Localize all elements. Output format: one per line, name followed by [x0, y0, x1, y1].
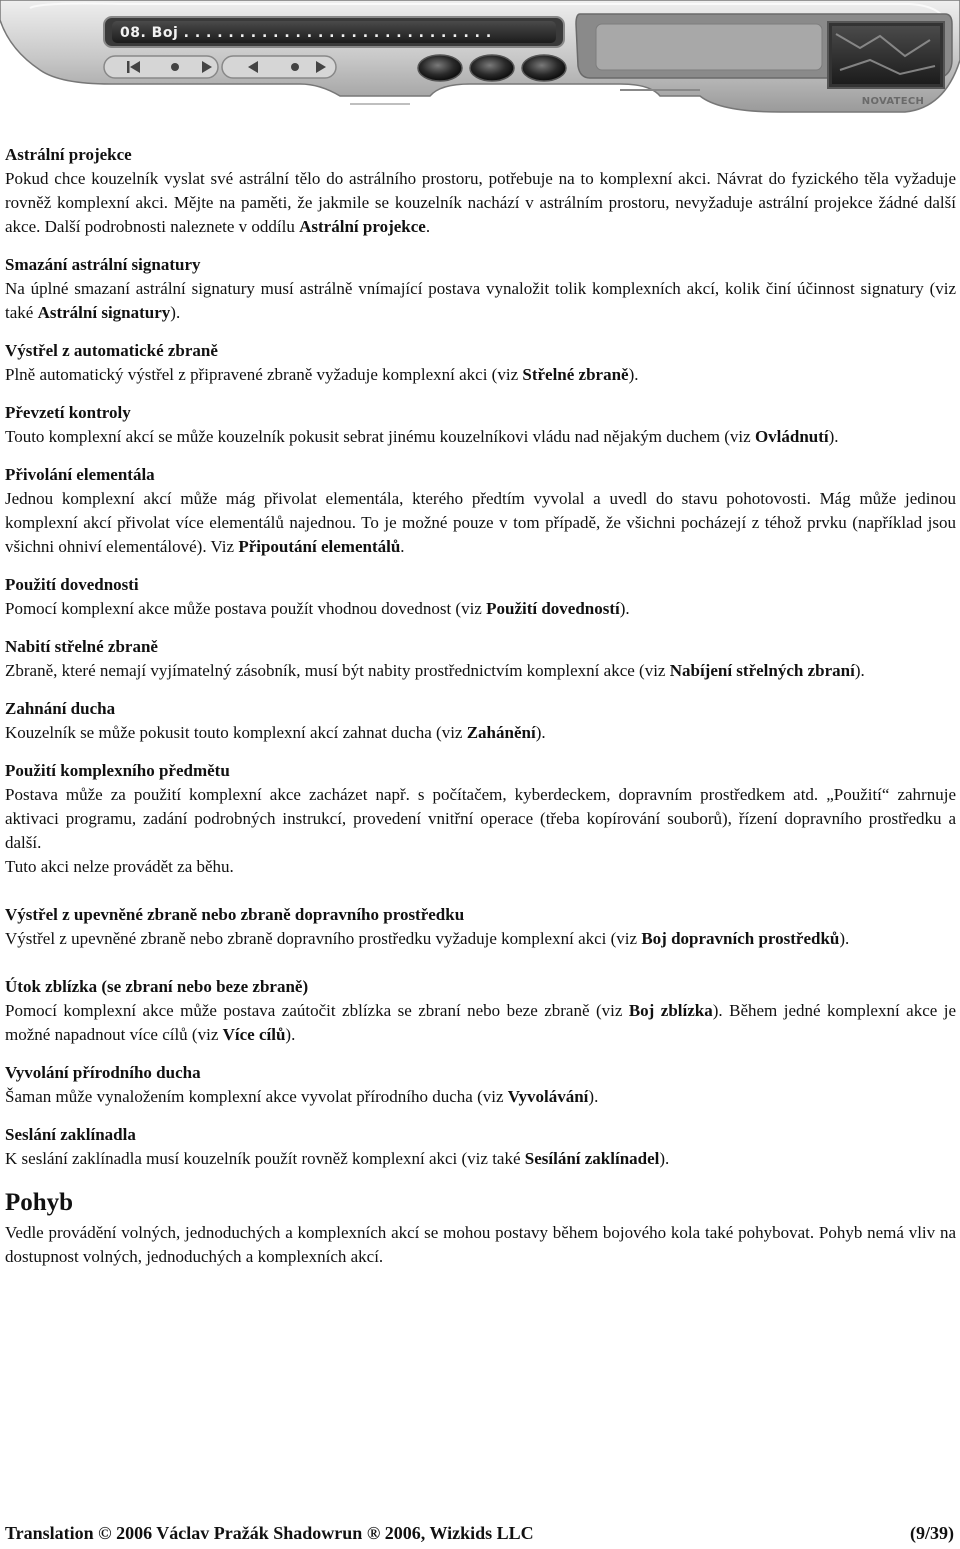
reference-link: Ovládnutí — [754, 427, 829, 446]
play-icon[interactable] — [200, 60, 216, 74]
rewind-icon[interactable] — [126, 60, 142, 74]
section-use-complex-item — [5, 759, 956, 879]
section-heading: Použití dovednosti — [5, 575, 139, 594]
section-heading: Nabití střelné zbraně — [5, 637, 158, 656]
section-use-skill — [5, 573, 956, 621]
section-text: Jednou komplexní akcí může mág přivolat elementála, kterého předtím vyvolal a uvedl do stavu pohotovosti. Mág může jedinou komplexní akcí přivolat více elementálů najednou. To je možné pouze v tom případě, že všichni pocházejí z téhož prvku (například jsou všichni ohniví elementálové). Viz Připoutání elementálů. — [5, 489, 956, 556]
record-icon[interactable] — [170, 62, 180, 72]
section-heading: Přivolání elementála — [5, 465, 155, 484]
reference-link: Střelné zbraně — [522, 365, 629, 384]
header-device — [0, 0, 960, 120]
section-heading: Výstřel z automatické zbraně — [5, 341, 218, 360]
chapter-heading: Pohyb — [5, 1189, 74, 1216]
section-text: Postava může za použití komplexní akce zacházet např. s počítačem, kyberdeckem, dopravním prostředkem atd. „Použití“ zahrnuje aktivaci programu, zadání podrobných instrukcí, provedení vnitřní operace (třeba kopírování souborů), řízení dopravního prostředku a další. — [5, 785, 956, 852]
page-number: (9/39) — [910, 1523, 954, 1543]
section-text: Vedle provádění volných, jednoduchých a komplexních akcí se mohou postavy během bojového kola také pohybovat. Pohyb nemá vliv na dostupnost volných, jednoduchých a komplexních akcí. — [5, 1223, 956, 1266]
section-text: Zbraně, které nemají vyjímatelný zásobník, musí být nabity prostřednictvím komplexní akce (viz Nabíjení střelných zbraní). — [5, 661, 865, 680]
reference-link: Zahánění — [466, 723, 536, 742]
section-text: Plně automatický výstřel z připravené zbraně vyžaduje komplexní akci (viz Střelné zbraně). — [5, 365, 639, 384]
section-summon-elemental — [5, 463, 956, 559]
stop-icon[interactable] — [290, 62, 300, 72]
section-heading: Seslání zaklínadla — [5, 1125, 136, 1144]
document-body — [5, 143, 956, 1283]
reference-link: Vyvolávání — [507, 1087, 589, 1106]
section-heading: Astrální projekce — [5, 145, 132, 164]
footer-copyright: Translation © 2006 Václav Pražák Shadowrun ® 2006, Wizkids LLC — [5, 1523, 534, 1543]
reference-link: Více cílů — [222, 1025, 286, 1044]
reference-link: Astrální projekce — [299, 217, 426, 236]
section-melee-attack — [5, 975, 956, 1047]
section-summon-nature-spirit — [5, 1061, 956, 1109]
back-icon[interactable] — [246, 60, 262, 74]
brand-logo: NOVATECH — [861, 96, 925, 107]
section-text: Pokud chce kouzelník vyslat své astrální tělo do astrálního prostoru, potřebuje na to komplexní akci. Návrat do fyzického těla vyžaduje rovněž komplexní akci. Mějte na paměti, že jakmile se kouzelník nachází v astrálním prostoru, nevyžaduje astrální projekce žádné další akce. Další podrobnosti naleznete v oddílu Astrální projekce. — [5, 169, 956, 236]
forward-icon[interactable] — [314, 60, 330, 74]
section-text: Touto komplexní akcí se může kouzelník pokusit sebrat jinému kouzelníkovi vládu nad nějakým duchem (viz Ovládnutí). — [5, 427, 839, 446]
section-heading: Převzetí kontroly — [5, 403, 131, 422]
section-text: Výstřel z upevněné zbraně nebo zbraně dopravního prostředku vyžaduje komplexní akci (viz Boj dopravních prostředků). — [5, 929, 850, 948]
section-reload-weapon — [5, 635, 956, 683]
section-text: Pomocí komplexní akce může postava použít vhodnou dovednost (viz Použití dovedností). — [5, 599, 630, 618]
reference-link: Sesílání zaklínadel — [524, 1149, 660, 1168]
section-text: K seslání zaklínadla musí kouzelník použít rovněž komplexní akci (viz také Sesílání zaklínadel). — [5, 1149, 670, 1168]
section-text: Na úplné smazaní astrální signatury musí astrálně vnímající postava vynaložit tolik komplexních akcí, kolik činí účinnost signatury (viz také Astrální signatury). — [5, 279, 956, 322]
section-text: Kouzelník se může pokusit touto komplexní akcí zahnat ducha (viz Zahánění). — [5, 723, 546, 742]
section-take-control — [5, 401, 956, 449]
section-text: Tuto akci nelze provádět za běhu. — [5, 857, 234, 876]
reference-link: Boj zblízka — [628, 1001, 713, 1020]
reference-link: Astrální signatury — [37, 303, 171, 322]
section-banish-spirit — [5, 697, 956, 745]
section-astral-projection — [5, 143, 956, 239]
section-heading: Zahnání ducha — [5, 699, 116, 718]
section-heading: Výstřel z upevněné zbraně nebo zbraně dopravního prostředku — [5, 905, 465, 924]
reference-link: Nabíjení střelných zbraní — [669, 661, 855, 680]
section-text: Šaman může vynaložením komplexní akce vyvolat přírodního ducha (viz Vyvolávání). — [5, 1087, 599, 1106]
reference-link: Připoutání elementálů — [238, 537, 401, 556]
section-heading: Vyvolání přírodního ducha — [5, 1063, 201, 1082]
section-erase-signature — [5, 253, 956, 325]
reference-link: Použití dovedností — [486, 599, 620, 618]
section-text: Pomocí komplexní akce může postava zaútočit zblízka se zbraní nebo beze zbraně (viz Boj zblízka). Během jedné komplexní akce je možné napadnout více cílů (viz Více cílů). — [5, 1001, 957, 1044]
page-footer — [5, 1520, 954, 1546]
section-movement — [5, 1221, 956, 1269]
section-mounted-weapon — [5, 903, 956, 951]
reference-link: Boj dopravních prostředků — [641, 929, 840, 948]
section-cast-spell — [5, 1123, 956, 1171]
section-automatic-fire — [5, 339, 956, 387]
device-frame-graphic — [0, 0, 960, 120]
section-heading: Smazání astrální signatury — [5, 255, 201, 274]
section-heading: Použití komplexního předmětu — [5, 761, 230, 780]
section-heading: Útok zblízka (se zbraní nebo beze zbraně) — [5, 977, 309, 996]
header-title: 08. Boj . . . . . . . . . . . . . . . . . . . . . . . . . . . . — [120, 25, 492, 41]
